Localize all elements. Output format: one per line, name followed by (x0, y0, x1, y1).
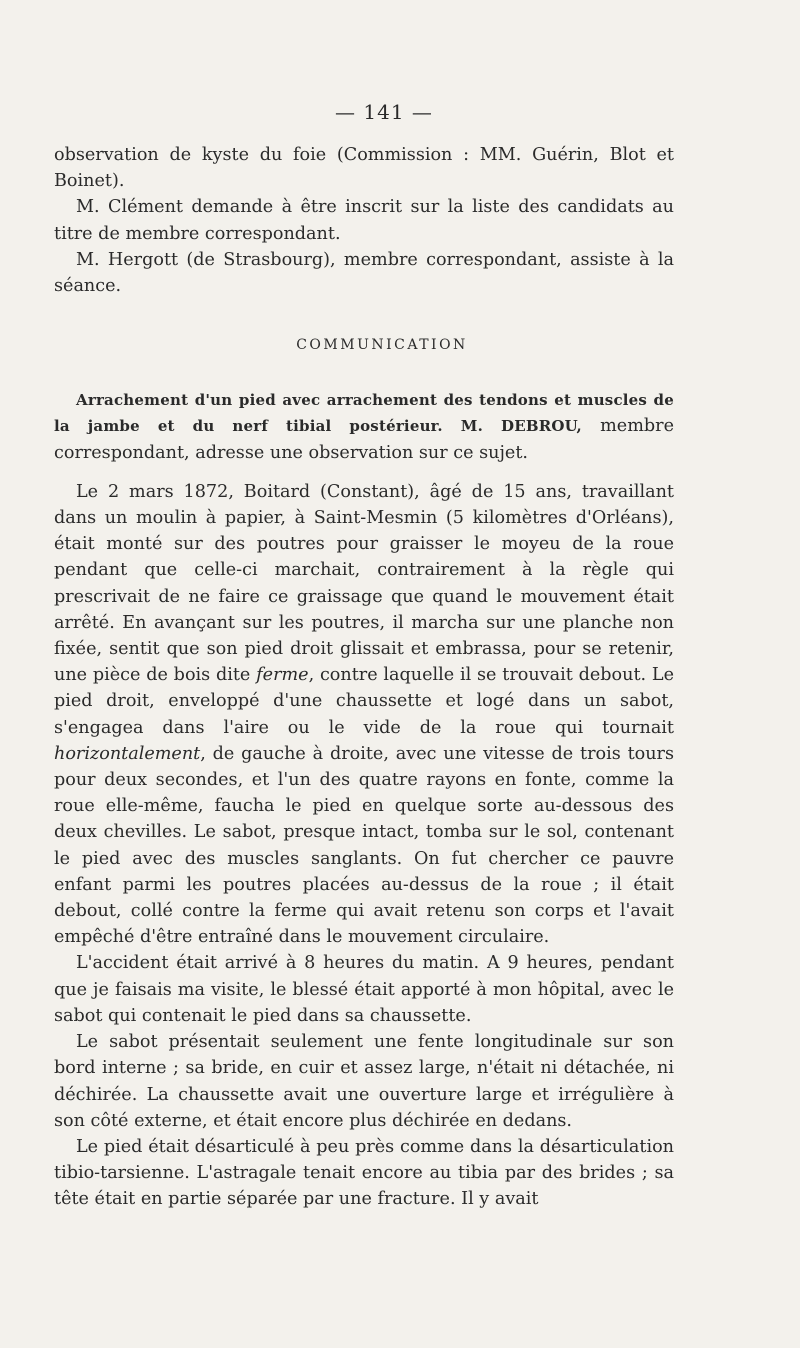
body-text: Le 2 mars 1872, Boitard (Constant), âgé de 15 ans, travaillant dans un moulin à papier, à Saint-Mesmin (5 kilomètres d'Orléans), était monté sur des poutres pour graisser le moyeu de la roue pendant que celle-ci marchait, contrairement à la règle qui prescrivait de ne faire ce graissage que quand le mouvement était arrêté. En avançant sur les poutres, il marcha sur une planche non fixée, sentit que son pied droit glissait et embrassa, pour se retenir, une pièce de bois dite (54, 481, 674, 686)
body-paragraph: Le pied était désarticulé à peu près comme dans la désarticulation tibio-tarsienne. L'astragale tenait encore au tibia par des brides ; sa tête était en partie séparée par une fracture. Il y avait (54, 1136, 674, 1210)
intro-paragraph: M. Clément demande à être inscrit sur la liste des candidats au titre de membre correspondant. (54, 197, 674, 244)
intro-paragraph: observation de kyste du foie (Commission : MM. Guérin, Blot et Boinet). (54, 145, 674, 192)
italic-term: horizontalement (54, 743, 201, 764)
communication-intro (54, 387, 674, 466)
section-heading: COMMUNICATION (296, 337, 468, 354)
communication-title: Arrachement d'un pied avec arrachement des tendons et muscles de la jambe et du nerf tibial postérieur. M. DEBROU, (54, 391, 674, 436)
body-paragraph (54, 479, 674, 951)
body-paragraph: L'accident était arrivé à 8 heures du matin. A 9 heures, pendant que je faisais ma visite, le blessé était apporté à mon hôpital, avec le sabot qui contenait le pied dans sa chaussette. (54, 953, 674, 1026)
page-number: — 141 — (335, 100, 433, 124)
paragraph-gap (54, 466, 674, 479)
intro-paragraph: M. Hergott (de Strasbourg), membre correspondant, assiste à la séance. (54, 249, 674, 297)
body-text: , contre laquelle il se trouvait debout. Le pied droit, enveloppé d'une chaussette et logé dans un sabot, s'engagea dans l'aire ou le vide de la roue qui tournait (54, 665, 674, 738)
body-paragraph: Le sabot présentait seulement une fente longitudinale sur son bord interne ; sa bride, en cuir et assez large, n'était ni détachée, ni déchirée. La chaussette avait une ouverture large et irrégulière à son côté externe, et était encore plus déchirée en dedans. (54, 1032, 674, 1131)
communication-lead: membre correspondant, adresse une observation sur ce sujet. (54, 416, 674, 463)
italic-term: ferme (256, 665, 309, 686)
body-text: , de gauche à droite, avec une vitesse de trois tours pour deux secondes, et l'un des quatre rayons en fonte, comme la roue elle-même, faucha le pied en quelque sorte au-dessous des deux chevilles. Le sabot, presque intact, tomba sur le sol, contenant le pied avec des muscles sanglants. On fut chercher ce pauvre enfant parmi les poutres placées au-dessus de la roue ; il était debout, collé contre la ferme qui avait retenu son corps et l'avait empêché d'être entraîné dans le mouvement circulaire. (54, 743, 674, 948)
